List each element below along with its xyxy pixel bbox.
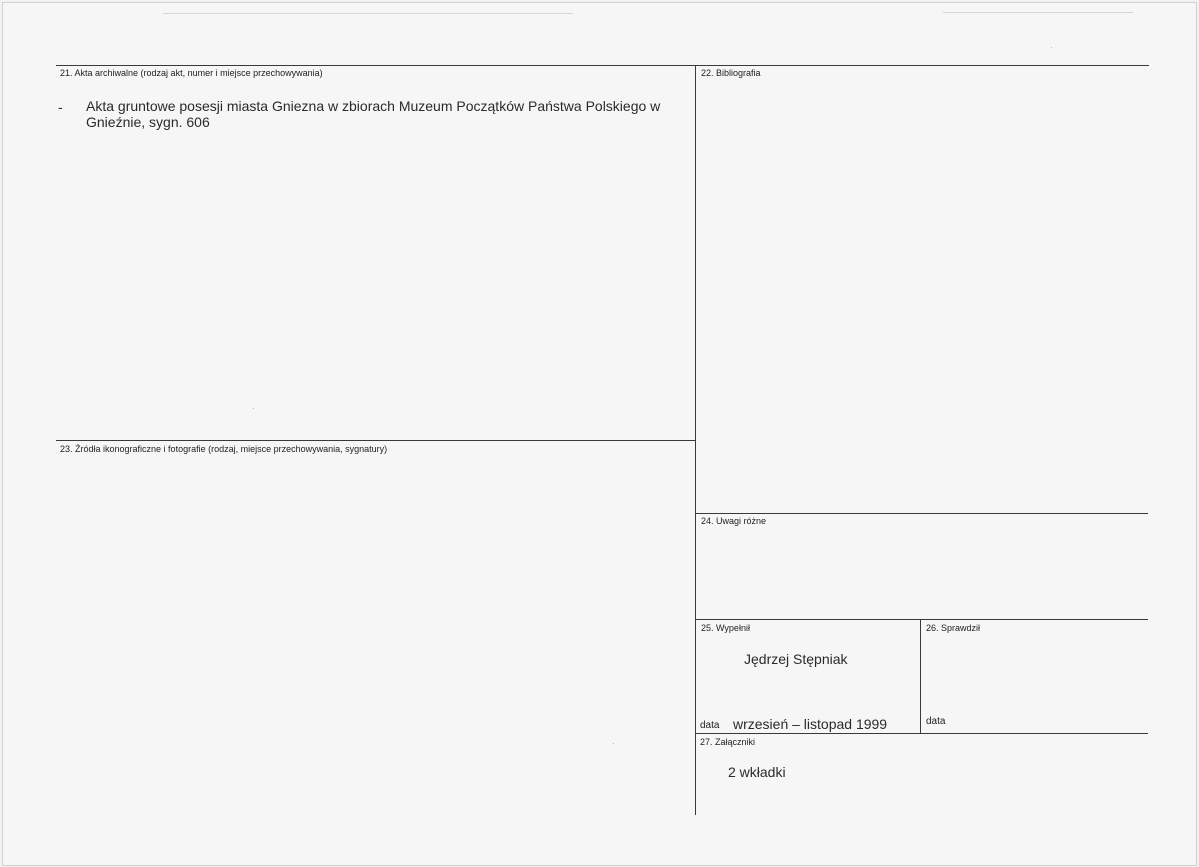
filled-by-name: Jędrzej Stępniak [744,651,848,667]
field-21-entry-line1: Akta gruntowe posesji miasta Gniezna w zbiorach Muzeum Początków Państwa Polskiego w [86,98,661,114]
field-25-date-value: wrzesień – listopad 1999 [733,716,888,732]
record-card [2,2,1197,866]
field-26-date-label: data [926,716,946,727]
field-21-label: 21. Akta archiwalne (rodzaj akt, numer i miejsce przechowywania) [60,68,323,78]
field-23-label: 23. Źródła ikonograficzne i fotografie (rodzaj, miejsce przechowywania, sygnatury) [60,444,388,454]
divider-25-26 [920,619,921,733]
center-divider [695,65,696,815]
rule-field-23 [56,440,695,441]
attachments-value: 2 wkładki [728,764,786,780]
field-25-label: 25. Wypełnił [701,623,750,633]
rule-field-25 [695,619,1148,620]
scan-speck [1051,47,1052,48]
scan-artifact-line [163,13,573,14]
scan-speck [253,408,254,409]
field-25-date-label: data [700,720,720,731]
field-26-label: 26. Sprawdził [926,623,981,633]
list-bullet: - [58,99,63,115]
field-21-entry-line2: Gnieźnie, sygn. 606 [86,114,210,130]
field-24-label: 24. Uwagi różne [701,516,767,526]
rule-field-24 [695,513,1148,514]
field-22-label: 22. Bibliografia [701,68,761,78]
scan-speck [613,743,614,744]
top-rule [56,65,1149,66]
rule-field-27 [695,733,1148,734]
field-27-label: 27. Załączniki [700,737,756,747]
scan-artifact-line [943,12,1133,13]
